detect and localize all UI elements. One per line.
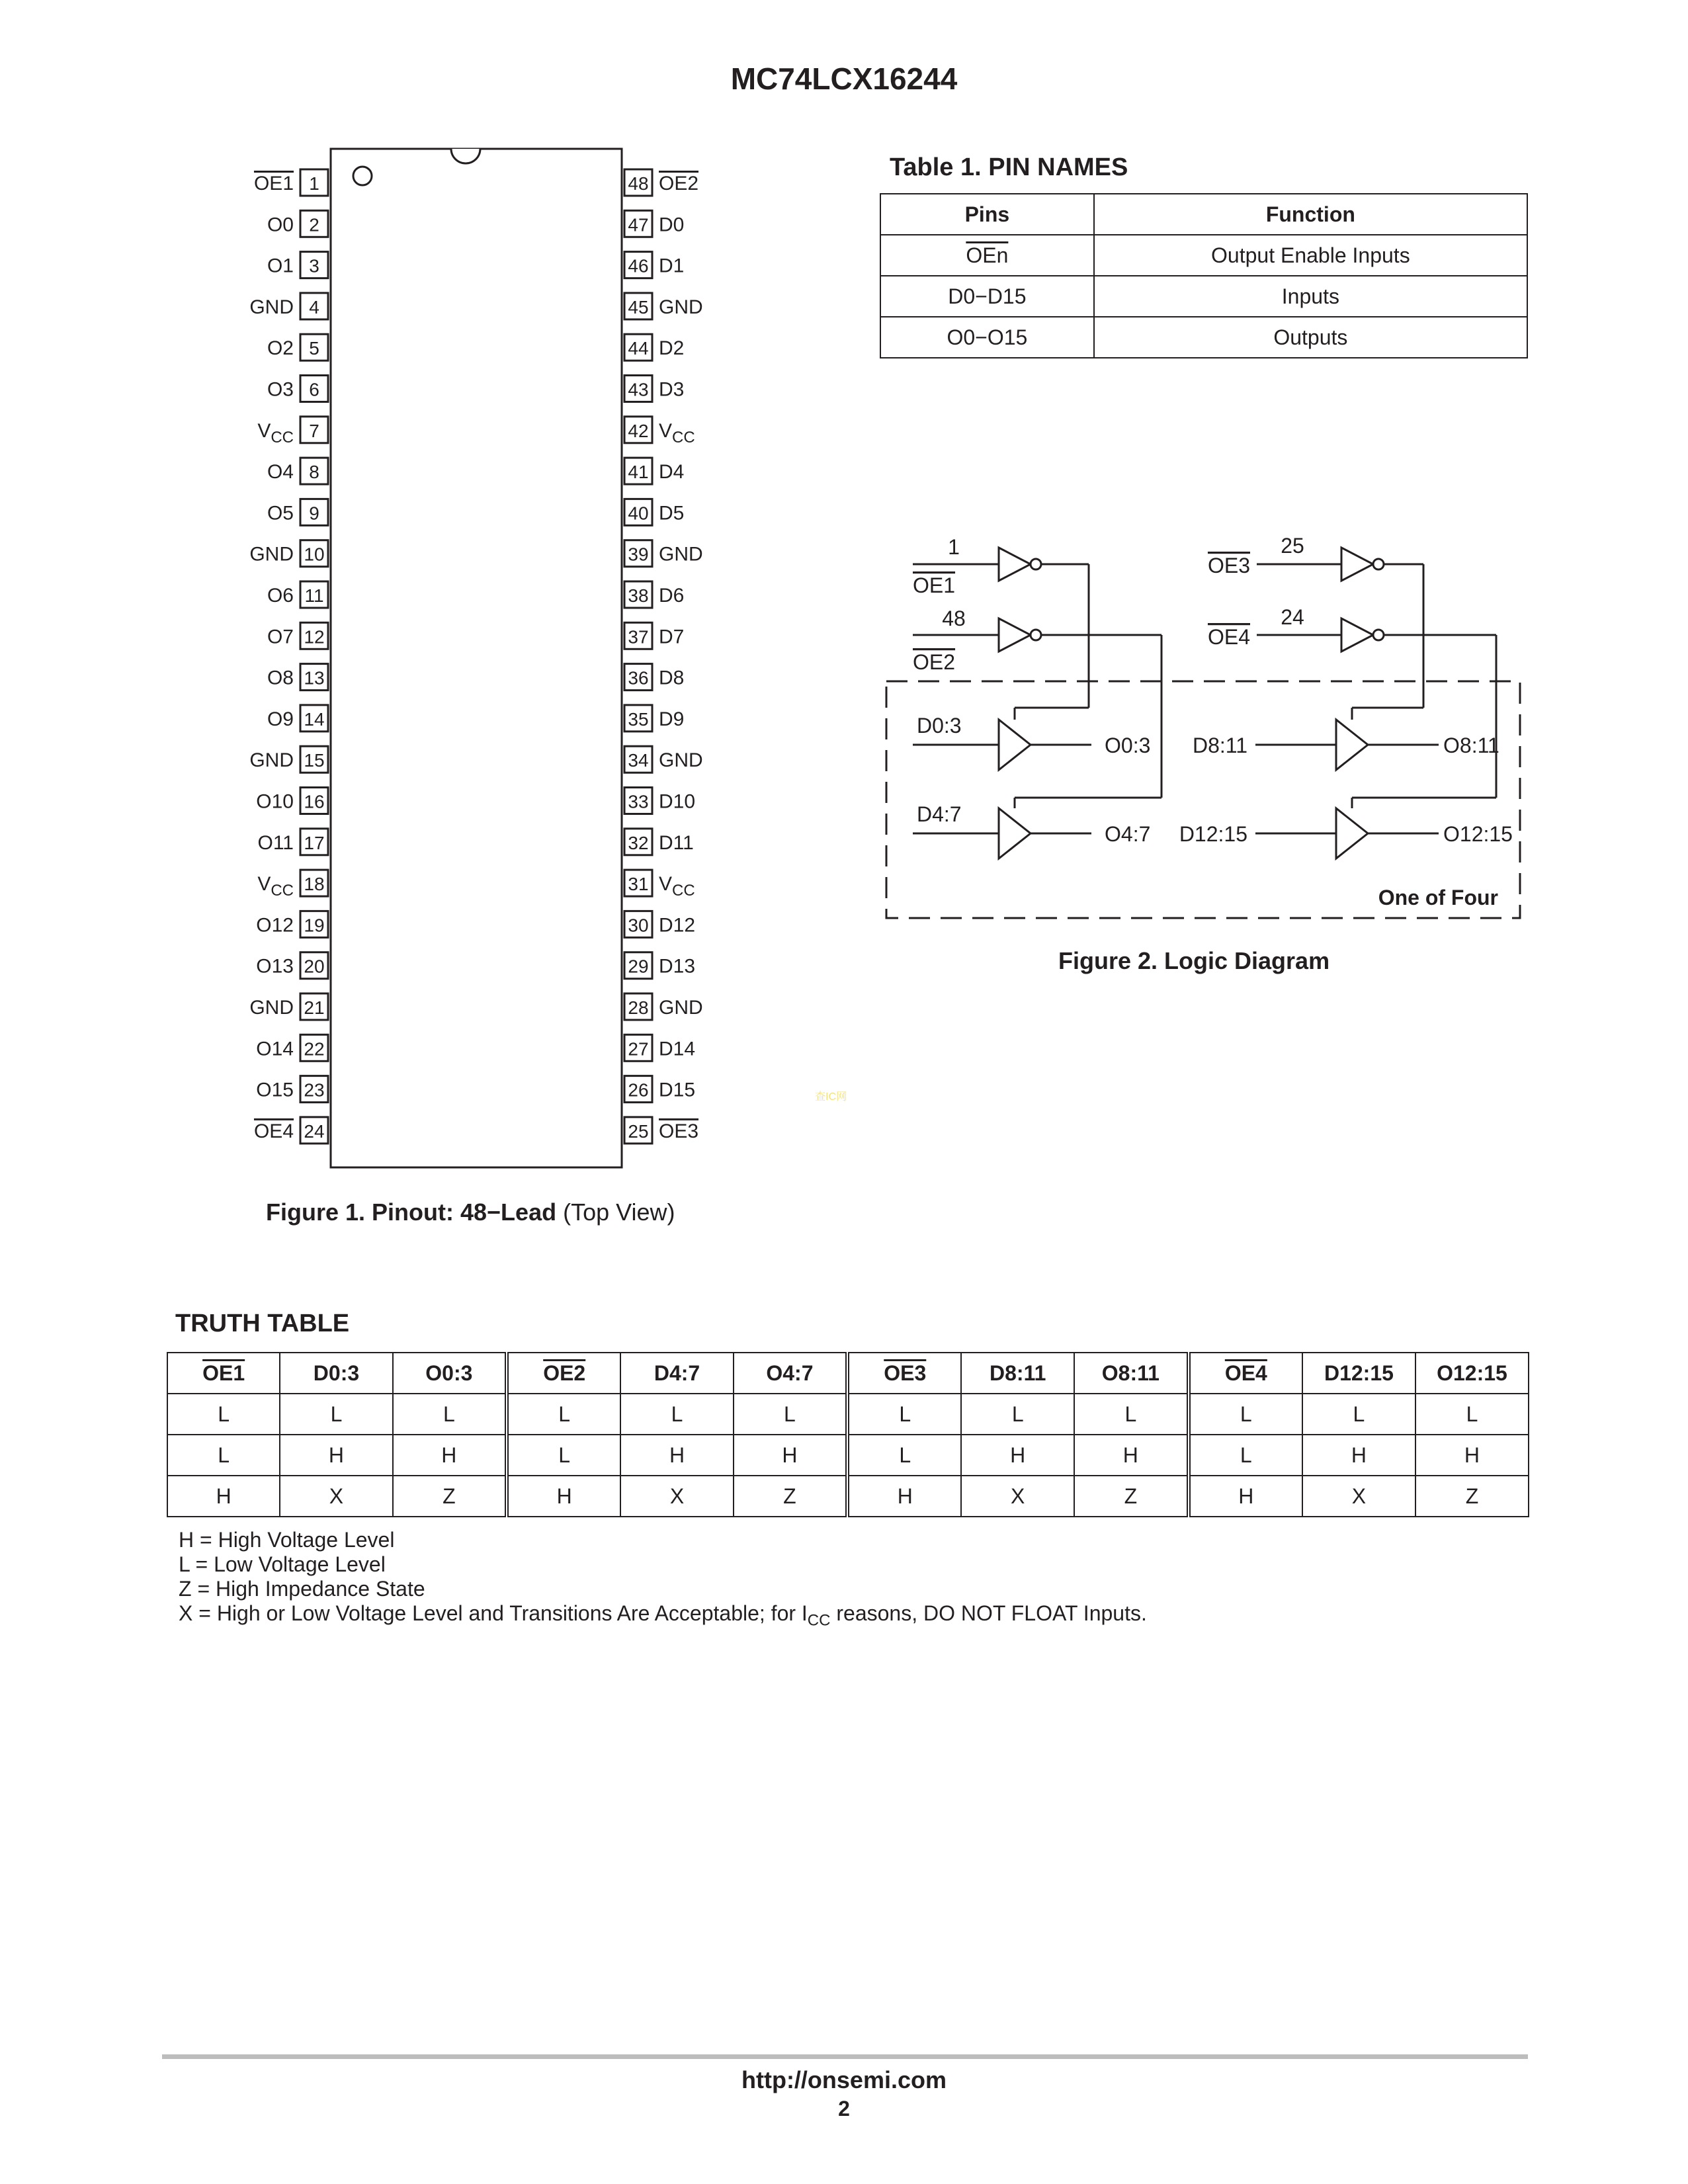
legend-x <box>179 1601 1147 1632</box>
pin-number: 5 <box>309 338 319 359</box>
pin-24 <box>254 1117 328 1144</box>
pin-17 <box>258 829 328 855</box>
truth-header-cell: O8:11 <box>1074 1353 1189 1394</box>
truth-cell: H <box>393 1435 507 1476</box>
pin-name: GND <box>249 543 294 566</box>
pin-3 <box>267 252 328 278</box>
pin-number: 16 <box>304 791 325 812</box>
pin-16 <box>256 788 328 814</box>
oe3-label: OE3 <box>1207 554 1250 577</box>
legend-x-text: X = High or Low Voltage Level and Transitions Are Acceptable; for I <box>179 1601 808 1625</box>
pin-18 <box>257 870 328 900</box>
pin-name: O15 <box>256 1079 294 1101</box>
pin-name: O4 <box>267 461 294 483</box>
truth-cell: L <box>1415 1394 1529 1435</box>
table-row <box>167 1435 1529 1476</box>
pin-45 <box>624 293 703 319</box>
pin-name: O2 <box>267 337 294 360</box>
oe1-pin-number: 1 <box>948 535 960 559</box>
pin-34 <box>624 746 703 773</box>
header-function: Function <box>1094 194 1527 235</box>
pin-number: 14 <box>304 708 325 730</box>
pin-21 <box>249 993 328 1020</box>
pinout-caption-bold: Figure 1. Pinout: 48−Lead <box>266 1198 557 1226</box>
pin-15 <box>249 746 328 773</box>
header-pins: Pins <box>880 194 1094 235</box>
pin-name: OE1 <box>253 173 294 194</box>
truth-table <box>167 1352 1529 1517</box>
truth-header-cell: O0:3 <box>393 1353 507 1394</box>
pin-number: 25 <box>628 1120 649 1142</box>
oe2-pin-number: 48 <box>942 607 966 630</box>
pin-8 <box>267 458 328 484</box>
pin-number: 31 <box>628 874 649 895</box>
footer-divider <box>162 2054 1528 2059</box>
truth-cell: H <box>961 1435 1074 1476</box>
legend-z: Z = High Impedance State <box>179 1577 425 1601</box>
pin-name: O10 <box>256 790 294 813</box>
pin-number: 41 <box>628 462 649 483</box>
input-d0-3: D0:3 <box>917 714 962 737</box>
pin-number: 37 <box>628 626 649 648</box>
pin-name: D10 <box>659 790 696 813</box>
pin-name: O14 <box>256 1038 294 1060</box>
truth-cell: X <box>620 1476 733 1517</box>
output-o0-3: O0:3 <box>1105 734 1151 757</box>
oe2-label: OE2 <box>913 650 956 674</box>
pin-name: $V_{CC}$ <box>659 419 695 446</box>
pin-name: D2 <box>659 337 685 360</box>
truth-cell: Z <box>1074 1476 1189 1517</box>
truth-cell: H <box>1074 1435 1189 1476</box>
pin-number: 32 <box>628 832 649 853</box>
pin-44 <box>624 334 684 360</box>
pin-47 <box>624 210 684 237</box>
pin-name: D3 <box>659 378 685 401</box>
truth-header-cell: D12:15 <box>1302 1353 1415 1394</box>
pin-26 <box>624 1076 695 1103</box>
pin-number: 17 <box>304 832 325 853</box>
pin-number: 8 <box>309 462 319 483</box>
logic-diagram <box>853 503 1541 926</box>
truth-header-cell: OE3 <box>847 1353 961 1394</box>
function-cell: Outputs <box>1094 317 1527 358</box>
pin-36 <box>624 664 684 691</box>
truth-cell: X <box>1302 1476 1415 1517</box>
truth-cell: L <box>1189 1394 1302 1435</box>
logic-caption: Figure 2. Logic Diagram <box>1058 947 1330 974</box>
truth-cell: H <box>847 1476 961 1517</box>
pin-cell: $\overline{OEn}$ <box>880 235 1094 276</box>
pin-name: D11 <box>659 831 694 854</box>
pin-35 <box>624 705 684 732</box>
pin-number: 28 <box>628 997 649 1018</box>
pinout-caption <box>266 1198 675 1226</box>
table-row <box>167 1394 1529 1435</box>
pin-6 <box>267 376 328 402</box>
function-cell: Output Enable Inputs <box>1094 235 1527 276</box>
truth-cell: L <box>167 1394 280 1435</box>
output-o8-11: O8:11 <box>1443 734 1499 757</box>
truth-cell: H <box>620 1435 733 1476</box>
pin-name: D13 <box>659 955 696 978</box>
truth-header-cell: O4:7 <box>734 1353 847 1394</box>
pin-name: $V_{CC}$ <box>257 873 294 900</box>
truth-cell: H <box>734 1435 847 1476</box>
pin-name: GND <box>659 749 703 772</box>
truth-cell: L <box>1189 1435 1302 1476</box>
pin-name: O5 <box>267 502 294 525</box>
pin-25 <box>624 1117 698 1144</box>
pin-names-title: Table 1. PIN NAMES <box>890 153 1128 181</box>
pin-1 <box>254 169 328 196</box>
legend-l: L = Low Voltage Level <box>179 1552 386 1576</box>
pin-number: 34 <box>628 750 649 771</box>
pin-number: 10 <box>304 544 325 565</box>
pin-31 <box>624 870 695 900</box>
pin-number: 33 <box>628 791 649 812</box>
pin-name: D7 <box>659 626 685 648</box>
pin-number: 35 <box>628 708 649 730</box>
truth-header-cell: OE2 <box>507 1353 620 1394</box>
pin-27 <box>624 1034 695 1061</box>
pin-28 <box>624 993 703 1020</box>
pin-number: 38 <box>628 585 649 606</box>
pin-name: OE2 <box>659 173 699 194</box>
pin-12 <box>267 622 328 649</box>
table-header-row <box>167 1353 1529 1394</box>
pin-23 <box>256 1076 328 1103</box>
pin-names-table <box>880 193 1528 358</box>
pin-10 <box>249 540 328 567</box>
truth-header-cell: D4:7 <box>620 1353 733 1394</box>
truth-cell: L <box>167 1435 280 1476</box>
function-cell: Inputs <box>1094 276 1527 317</box>
footer-url[interactable]: http://onsemi.com <box>741 2066 947 2093</box>
pin-number: 27 <box>628 1038 649 1060</box>
pin-number: 3 <box>309 255 319 276</box>
truth-header-cell: D0:3 <box>280 1353 392 1394</box>
one-of-four-label: One of Four <box>1378 886 1498 909</box>
truth-cell: L <box>847 1435 961 1476</box>
pin-name: O12 <box>256 914 294 937</box>
pin-number: 13 <box>304 667 325 689</box>
pin-37 <box>624 622 684 649</box>
pin-number: 18 <box>304 874 325 895</box>
truth-cell: L <box>393 1394 507 1435</box>
pin-22 <box>256 1034 328 1061</box>
table-row <box>167 1476 1529 1517</box>
pin-number: 12 <box>304 626 325 648</box>
truth-cell: H <box>1415 1435 1529 1476</box>
pin-name: GND <box>249 296 294 318</box>
pin-number: 20 <box>304 956 325 977</box>
truth-cell: L <box>507 1435 620 1476</box>
table-row <box>880 235 1527 276</box>
pin-number: 23 <box>304 1079 325 1101</box>
table-header-row <box>880 194 1527 235</box>
pin-30 <box>624 911 695 937</box>
pin-41 <box>624 458 684 484</box>
ic-body <box>331 149 622 1167</box>
pin-name: OE3 <box>659 1120 699 1142</box>
legend-x-text-end: reasons, DO NOT FLOAT Inputs. <box>830 1601 1147 1625</box>
pin-cell: O0−O15 <box>880 317 1094 358</box>
pin-name: D5 <box>659 502 685 525</box>
pin-name: O13 <box>256 955 294 978</box>
oe4-pin-number: 24 <box>1281 605 1304 629</box>
pin-48 <box>624 169 698 196</box>
pin-number: 39 <box>628 544 649 565</box>
pin-name: O1 <box>267 255 294 277</box>
pin-number: 15 <box>304 750 325 771</box>
pin-name: O6 <box>267 585 294 607</box>
pin-name: $V_{CC}$ <box>659 873 695 900</box>
pin-number: 11 <box>304 585 324 606</box>
truth-cell: H <box>280 1435 392 1476</box>
truth-header-cell: D8:11 <box>961 1353 1074 1394</box>
truth-header-cell: OE1 <box>167 1353 280 1394</box>
truth-cell: L <box>961 1394 1074 1435</box>
pin-11 <box>267 581 328 608</box>
pin-name: O11 <box>257 831 294 854</box>
pin-number: 2 <box>309 214 319 235</box>
pin-42 <box>624 417 695 446</box>
pin-number: 21 <box>304 997 325 1018</box>
pin-13 <box>267 664 328 691</box>
truth-cell: L <box>734 1394 847 1435</box>
legend-x-sub: CC <box>807 1611 831 1630</box>
pin-number: 7 <box>309 420 319 441</box>
pin-name: GND <box>249 997 294 1019</box>
pin-name: D4 <box>659 461 685 483</box>
pin-name: D15 <box>659 1079 696 1101</box>
truth-cell: L <box>620 1394 733 1435</box>
pin-name: GND <box>249 749 294 772</box>
pin-7 <box>257 417 328 446</box>
legend-h: H = High Voltage Level <box>179 1528 395 1552</box>
pin-29 <box>624 952 695 979</box>
pin-40 <box>624 499 684 525</box>
pin-number: 24 <box>304 1120 325 1142</box>
pin-name: O9 <box>267 708 294 730</box>
pin-number: 40 <box>628 503 649 524</box>
truth-cell: H <box>167 1476 280 1517</box>
pin-name: D0 <box>659 214 685 236</box>
truth-cell: L <box>1074 1394 1189 1435</box>
truth-cell: H <box>1302 1435 1415 1476</box>
pin-number: 29 <box>628 956 649 977</box>
pin-number: 1 <box>309 173 319 194</box>
page-number: 2 <box>838 2097 850 2121</box>
pin-number: 47 <box>628 214 649 235</box>
pin-number: 48 <box>628 173 649 194</box>
output-o12-15: O12:15 <box>1443 822 1513 846</box>
pin-5 <box>267 334 328 360</box>
pin-number: 46 <box>628 255 649 276</box>
pin-number: 30 <box>628 915 649 936</box>
table-row <box>880 317 1527 358</box>
pin-number: 22 <box>304 1038 325 1060</box>
pin-19 <box>256 911 328 937</box>
pin-name: O7 <box>267 626 294 648</box>
pin-name: GND <box>659 543 703 566</box>
pin-33 <box>624 788 695 814</box>
pin-number: 4 <box>309 296 319 317</box>
pinout-diagram <box>218 132 747 1191</box>
pin-name: O3 <box>267 378 294 401</box>
truth-cell: X <box>961 1476 1074 1517</box>
pin-39 <box>624 540 703 567</box>
pin-cell: D0−D15 <box>880 276 1094 317</box>
pin-9 <box>267 499 328 525</box>
truth-table-title: TRUTH TABLE <box>175 1310 350 1337</box>
truth-cell: L <box>847 1394 961 1435</box>
pin-name: O0 <box>267 214 294 236</box>
pin-number: 26 <box>628 1079 649 1101</box>
table-row <box>880 276 1527 317</box>
pin-name: GND <box>659 997 703 1019</box>
truth-cell: H <box>507 1476 620 1517</box>
pin-4 <box>249 293 328 319</box>
watermark: 查IC网 <box>815 1091 847 1103</box>
pinout-caption-normal: (Top View) <box>556 1198 675 1226</box>
output-o4-7: O4:7 <box>1105 822 1151 846</box>
pin-32 <box>624 829 694 855</box>
page-title: MC74LCX16244 <box>730 62 958 96</box>
pin-number: 36 <box>628 667 649 689</box>
truth-cell: Z <box>393 1476 507 1517</box>
pin-46 <box>624 252 684 278</box>
truth-cell: H <box>1189 1476 1302 1517</box>
pin-number: 43 <box>628 379 649 400</box>
truth-cell: L <box>507 1394 620 1435</box>
oe3-pin-number: 25 <box>1281 534 1304 558</box>
input-d8-11: D8:11 <box>1192 734 1247 757</box>
pin-2 <box>267 210 328 237</box>
pin-name: D1 <box>659 255 685 277</box>
pin-name: $V_{CC}$ <box>257 419 294 446</box>
pin-name: D9 <box>659 708 685 730</box>
pin-number: 19 <box>304 915 325 936</box>
pin-20 <box>256 952 328 979</box>
input-d4-7: D4:7 <box>917 802 962 826</box>
truth-cell: L <box>1302 1394 1415 1435</box>
truth-cell: Z <box>1415 1476 1529 1517</box>
pin-name: D12 <box>659 914 696 937</box>
truth-header-cell: O12:15 <box>1415 1353 1529 1394</box>
pin-number: 42 <box>628 420 649 441</box>
oe4-label: OE4 <box>1207 625 1250 649</box>
pin-name: D14 <box>659 1038 696 1060</box>
truth-cell: L <box>280 1394 392 1435</box>
pin-number: 45 <box>628 296 649 317</box>
pin-name: OE4 <box>253 1120 294 1142</box>
pin-14 <box>267 705 328 732</box>
pin-name: D6 <box>659 585 685 607</box>
pin-number: 9 <box>309 503 319 524</box>
input-d12-15: D12:15 <box>1179 822 1247 846</box>
pin-name: D8 <box>659 667 685 689</box>
pin-name: O8 <box>267 667 294 689</box>
truth-cell: X <box>280 1476 392 1517</box>
truth-cell: Z <box>734 1476 847 1517</box>
truth-legend <box>179 1528 1147 1632</box>
pin-number: 6 <box>309 379 319 400</box>
truth-header-cell: OE4 <box>1189 1353 1302 1394</box>
pin-name: GND <box>659 296 703 318</box>
oe1-label: OE1 <box>913 573 956 597</box>
pin-number: 44 <box>628 338 649 359</box>
pin-43 <box>624 376 684 402</box>
pin-38 <box>624 581 684 608</box>
